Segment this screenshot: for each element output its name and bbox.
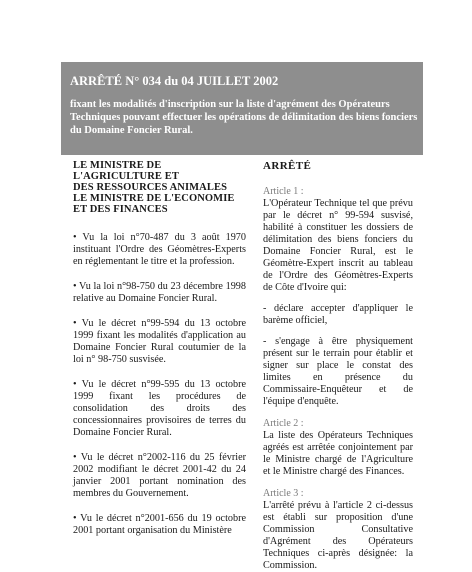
visa-item: • Vu le décret n°99-594 du 13 octobre 1999 fixant les modalités d'application au Domaine Foncier Rural coutumier de la loi n° 98-750 susvisée. <box>73 318 246 365</box>
visa-item: • Vu la loi n°70-487 du 3 août 1970 instituant l'Ordre des Géomètres-Experts en réglementant le titre et la profession. <box>73 232 246 267</box>
article-1-item: - déclare accepter d'appliquer le barème officiel, <box>263 303 413 326</box>
article-3-label: Article 3 : <box>263 488 304 499</box>
article-1-label: Article 1 : <box>263 186 304 197</box>
visa-item: • Vu le décret n°2002-116 du 25 février 2002 modifiant le décret 2001-42 du 24 janvier 2001 portant nomination des membres du Gouvernement. <box>73 452 246 499</box>
visa-item: • Vu la loi n°98-750 du 23 décembre 1998 relative au Domaine Foncier Rural. <box>73 281 246 304</box>
visa-item: • Vu le décret n°2001-656 du 19 octobre 2001 portant organisation du Ministère <box>73 513 246 536</box>
title-banner <box>61 62 423 155</box>
left-column <box>73 160 246 550</box>
visa-list <box>73 232 246 537</box>
minister-line: LE MINISTRE DE L'ECONOMIE <box>73 193 235 204</box>
minister-line: ET DES FINANCES <box>73 204 168 215</box>
minister-line: LE MINISTRE DE <box>73 160 162 171</box>
visa-item: • Vu le décret n°99-595 du 13 octobre 1999 fixant les procédures de consolidation des droits des concessionnaires provisoires de terres du Domaine Foncier Rural. <box>73 379 246 438</box>
article-3-text: L'arrêté prévu à l'article 2 ci-dessus est établi sur proposition d'une Commission Consultative d'Agrément des Opérateurs Techniques ci-après désignée: la Commission. <box>263 500 413 571</box>
arrete-heading: ARRÊTÉ <box>263 160 312 172</box>
minister-line: L'AGRICULTURE ET <box>73 171 179 182</box>
document-title: ARRÊTÉ N° 034 du 04 JUILLET 2002 <box>70 74 279 88</box>
article-1-item: - s'engage à être physiquement présent sur le terrain pour établir et signer sur place le constat des limites en présence du Commissaire-Enquêteur et de l'équipe d'enquête. <box>263 336 413 407</box>
article-2-label: Article 2 : <box>263 418 304 429</box>
minister-heading <box>73 160 246 215</box>
article-1-text: L'Opérateur Technique tel que prévu par le décret n° 99-594 susvisé, habilité à constituer les dossiers de délimitation des biens fonciers du Domaine Foncier Rural, est le Géomètre-Expert inscrit au tableau de l'Ordre des Géomètres-Experts de Côte d'Ivoire qui: <box>263 198 413 293</box>
article-2-text: La liste des Opérateurs Techniques agréés est arrêtée conjointement par le Ministre chargé de l'Agriculture et le Ministre chargé des Finances. <box>263 430 413 477</box>
right-column <box>263 160 413 572</box>
minister-line: DES RESSOURCES ANIMALES <box>73 182 228 193</box>
document-subtitle: fixant les modalités d'inscription sur la liste d'agrément des Opérateurs Techniques pouvant effectuer les opérations de délimitation des biens fonciers du Domaine Foncier Rural. <box>70 99 418 136</box>
